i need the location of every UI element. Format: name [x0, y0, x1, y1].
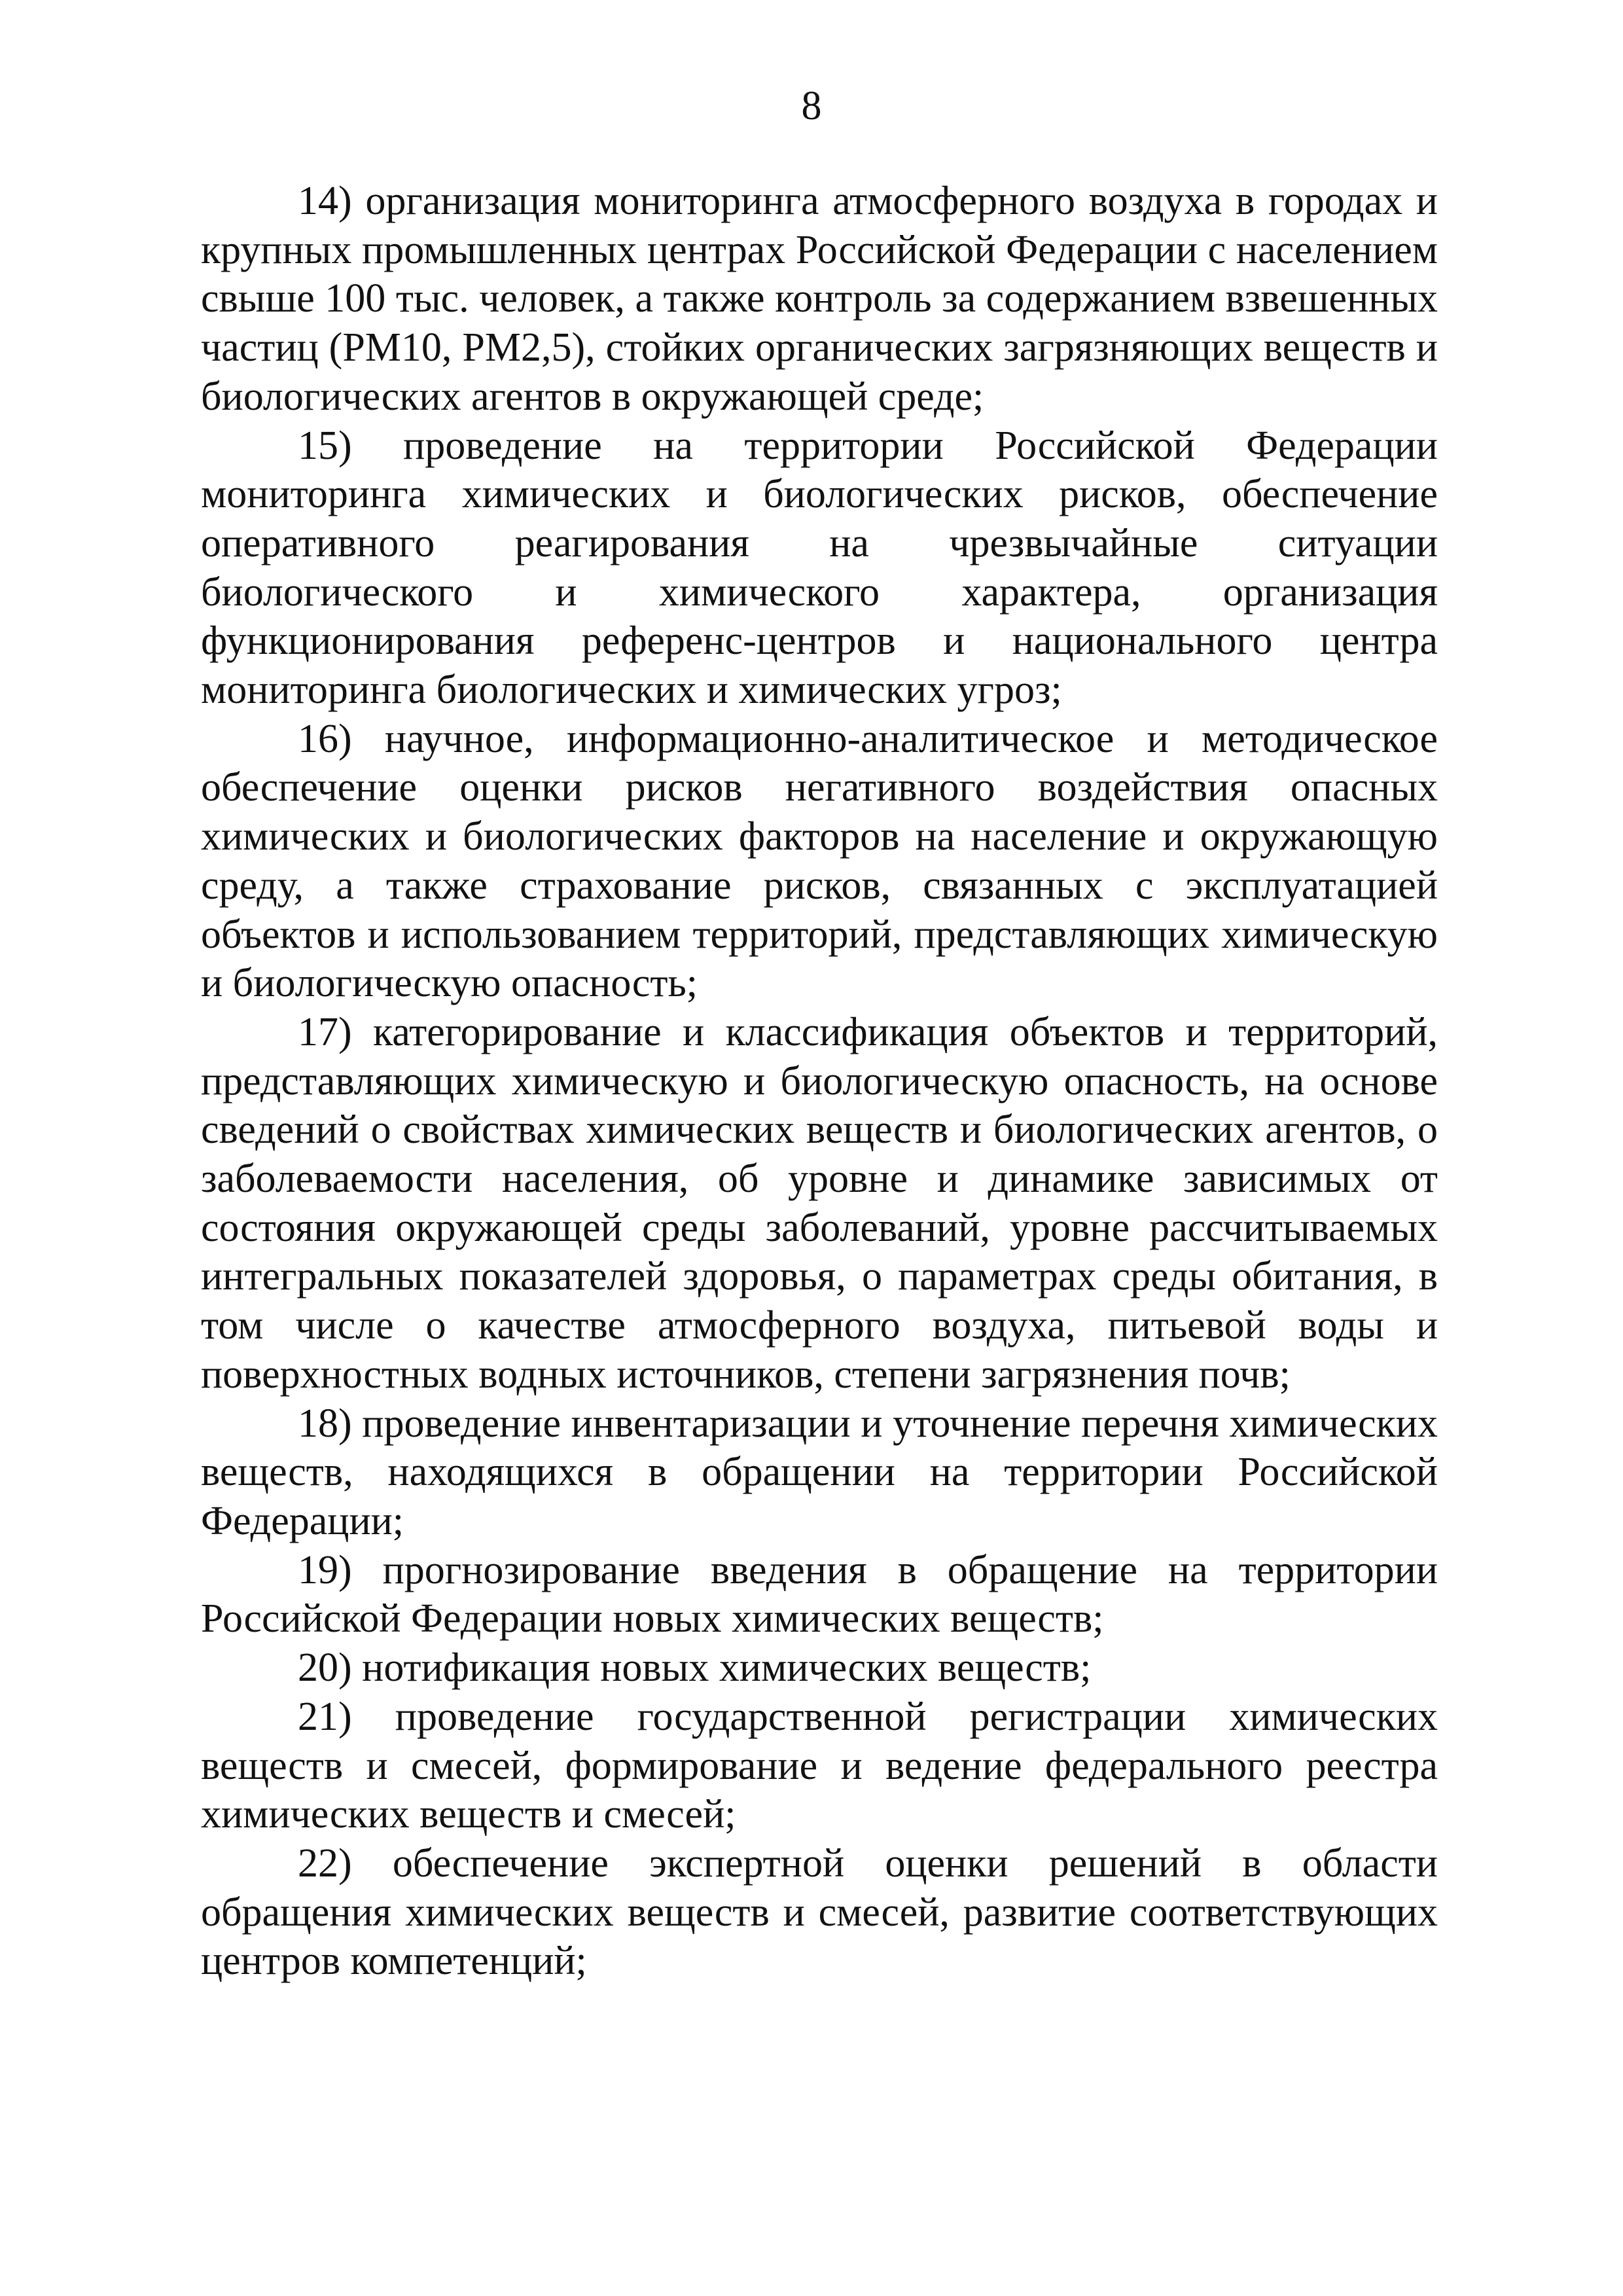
list-item-20: 20) нотификация новых химических веществ;	[298, 1645, 1092, 1691]
list-item-15: 15) проведение на территории Российской Федерации мониторинга химических и биологических рисков, обеспечение оперативного реагирования на чрезвычайные ситуации биологического и химического характера, организация функционирования референс-центров и национального центра мониторинга биологических и химических угроз;	[201, 423, 1438, 713]
list-item-16: 16) научное, информационно-аналитическое и методическое обеспечение оценки рисков негативного воздействия опасных химических и биологических факторов на население и окружающую среду, а также страхование рисков, связанных с эксплуатацией объектов и использованием территорий, представляющих химическую и биологическую опасность;	[201, 716, 1438, 1006]
list-item-14: 14) организация мониторинга атмосферного воздуха в городах и крупных промышленных центрах Российской Федерации с населением свыше 100 тыс. человек, а также контроль за содержанием взвешенных частиц (PM10, PM2,5), стойких органических загрязняющих веществ и биологических агентов в окружающей среде;	[201, 179, 1438, 419]
list-item-21: 21) проведение государственной регистрации химических веществ и смесей, формирование и ведение федерального реестра химических веществ и смесей;	[201, 1694, 1438, 1837]
list-item-17: 17) категорирование и классификация объектов и территорий, представляющих химическую и биологическую опасность, на основе сведений о свойствах химических веществ и биологических агентов, о заболеваемости населения, об уровне и динамике зависимых от состояния окружающей среды заболеваний, уровне рассчитываемых интегральных показателей здоровья, о параметрах среды обитания, в том числе о качестве атмосферного воздуха, питьевой воды и поверхностных водных источников, степени загрязнения почв;	[201, 1009, 1438, 1397]
document-body	[201, 177, 1438, 1986]
list-item-18: 18) проведение инвентаризации и уточнение перечня химических веществ, находящихся в обращении на территории Российской Федерации;	[201, 1401, 1438, 1543]
list-item-22: 22) обеспечение экспертной оценки решений в области обращения химических веществ и смесей, развитие соответствующих центров компетенций;	[201, 1840, 1438, 1984]
list-item-19: 19) прогнозирование введения в обращение на территории Российской Федерации новых химических веществ;	[201, 1547, 1438, 1641]
page-number: 8	[801, 84, 822, 128]
